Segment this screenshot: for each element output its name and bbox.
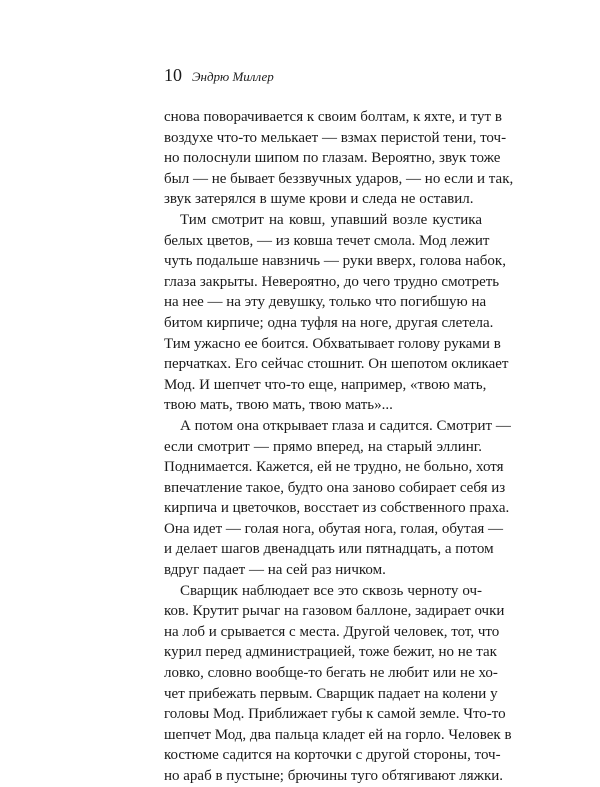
text-line: Тим смотрит на ковш, упавший возле кустика xyxy=(180,211,482,228)
text-line: снова поворачивается к своим болтам, к яхте, и тут в xyxy=(164,109,502,125)
text-line: ловко, словно вообще-то бегать не любит или не хо- xyxy=(164,665,498,682)
page-number: 10 xyxy=(164,65,182,85)
text-line: но араб в пустыне; брючины туго обтягивают ляжки. xyxy=(164,768,504,784)
text-line: глаза закрыты. Невероятно, до чего трудно смотреть xyxy=(164,273,500,290)
text-line: если смотрит — прямо вперед, на старый эллинг. xyxy=(164,438,482,455)
text-line: вдруг падает — на сей раз ничком. xyxy=(164,562,386,579)
text-line: Тим ужасно ее боится. Обхватывает голову руками в xyxy=(164,335,501,352)
text-line: А потом она открывает глаза и садится. Смотрит — xyxy=(180,417,511,434)
text-line: кирпича и цветочков, восстает из собственного праха. xyxy=(164,500,510,517)
text-line: битом кирпиче; одна туфля на ноге, другая слетела. xyxy=(164,314,494,331)
text-line: Сварщик наблюдает все это сквозь черноту оч- xyxy=(180,582,482,599)
text-line: костюме садится на корточки с другой стороны, точ- xyxy=(164,747,501,764)
text-line: шепчет Мод, два пальца кладет ей на горло. Человек в xyxy=(164,726,512,743)
text-line: был — не бывает беззвучных ударов, — но если и так, xyxy=(164,170,514,187)
text-line: твою мать, твою мать, твою мать»... xyxy=(164,397,393,414)
text-line: ков. Крутит рычаг на газовом баллоне, задирает очки xyxy=(164,603,505,620)
text-line: на нее — на эту девушку, только что погибшую на xyxy=(164,294,487,311)
running-head xyxy=(164,66,464,90)
text-line: перчатках. Его сейчас стошнит. Он шепотом окликает xyxy=(164,356,509,373)
text-line: звук затерялся в шуме крови и следа не оставил. xyxy=(164,191,474,208)
text-line: на лоб и срывается с места. Другой человек, тот, что xyxy=(164,623,500,640)
text-line: но полоснули шипом по глазам. Вероятно, звук тоже xyxy=(164,150,501,167)
text-line: белых цветов, — из ковша течет смола. Мод лежит xyxy=(164,232,490,249)
text-line: головы Мод. Приближает губы к самой земле. Что-то xyxy=(164,706,506,723)
text-line: Поднимается. Кажется, ей не трудно, не больно, хотя xyxy=(164,459,504,476)
text-line: курил перед администрацией, тоже бежит, но не так xyxy=(164,644,497,661)
text-line: чуть подальше навзничь — руки вверх, голова набок, xyxy=(164,253,506,270)
text-line: и делает шагов двенадцать или пятнадцать, а потом xyxy=(164,541,494,558)
text-line: воздухе что-то мелькает — взмах перистой тени, точ- xyxy=(164,129,507,146)
text-line: Мод. И шепчет что-то еще, например, «твою мать, xyxy=(164,376,487,393)
body-text xyxy=(164,107,514,787)
text-line: чет прибежать первым. Сварщик падает на колени у xyxy=(164,685,498,702)
running-head-author: Эндрю Миллер xyxy=(192,69,274,84)
text-line: впечатление такое, будто она заново собирает себя из xyxy=(164,479,506,496)
text-line: Она идет — голая нога, обутая нога, голая, обутая — xyxy=(164,520,504,537)
